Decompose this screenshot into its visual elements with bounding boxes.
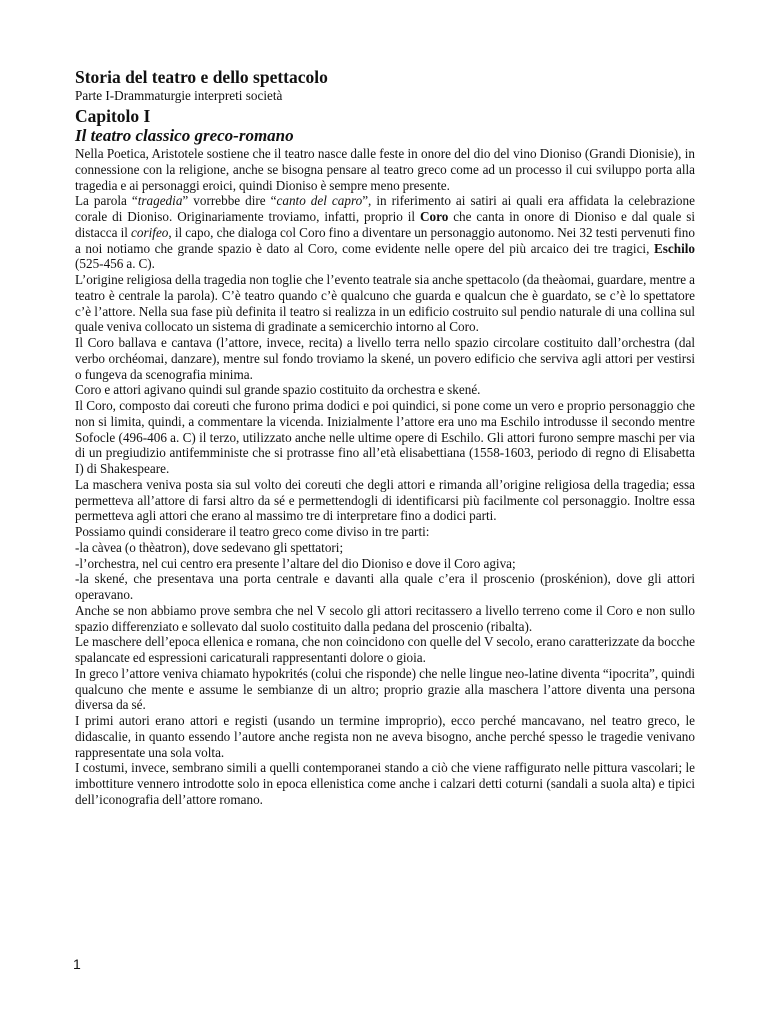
italic-term: tragedia [137,193,183,209]
paragraph [75,335,695,382]
text-run: -l’orchestra, nel cui centro era presente l’altare del dio Dioniso e dove il Coro agiva; [75,555,516,571]
text-run: , il capo, che dialoga col Coro fino a diventare un personaggio autonomo. Nei 32 testi pervenuti fino a noi notiamo che grande spazio è dato al Coro, come evidente nelle opere del più arcaico dei tre tragici, [75,224,695,256]
text-run: che canta in onore di Dioniso e dal quale si distacca il [75,209,695,240]
text-run: L’origine religiosa della tragedia non toglie che l’evento teatrale sia anche spettacolo (da theàomai, guardare, mentre a teatro è centrale la parola). C’è teatro quando c’è qualcuno che guarda e qualcun che è guardato, se c’è lo spettatore c’è l’attore. Nella sua fase più definita il teatro si realizza in un edificio costruito sul pendio naturale di una collina sul quale veniva collocato un sistema di gradinate a semicerchio intorno al Coro. [75,272,695,335]
paragraph [75,634,695,666]
text-run: Le maschere dell’epoca ellenica e romana, che non coincidono con quelle del V secolo, erano caratterizzate da bocche spalancate ed espressioni caricaturali rappresentanti dolore o gioia. [75,634,695,665]
italic-term: corifeo [131,224,169,240]
text-run: In greco l’attore veniva chiamato hypokrités (colui che risponde) che nelle lingue neo-latine diventa “ipocrita”, quindi qualcuno che mente e assume le sembianze di un altro; proprio grazie alla maschera l’attore diventa una persona diversa da sé. [75,665,695,713]
paragraph [75,477,695,524]
paragraph [75,146,695,193]
document-subtitle: Parte I-Drammaturgie interpreti società [75,88,283,103]
paragraph [75,524,695,540]
paragraph [75,193,695,272]
text-run: -la skené, che presentava una porta centrale e davanti alla quale c’era il proscenio (proskénion), dove gli attori operavano. [75,571,695,602]
paragraph [75,382,695,398]
paragraph [75,760,695,807]
text-run: Il Coro ballava e cantava (l’attore, invece, recita) a livello terra nello spazio circolare costituito dall’orchestra (dal verbo orchéomai, danzare), mentre sul fondo troviamo la skené, un povero edificio che serviva agli attori per vestirsi o fungeva da scenografia minima. [75,335,695,382]
bold-term: Eschilo [653,240,695,256]
text-run: -la càvea (o thèatron), dove sedevano gli spettatori; [75,539,344,555]
paragraph [75,713,695,760]
text-run: La maschera veniva posta sia sul volto dei coreuti che degli attori e rimanda all’origine religiosa della tragedia; essa permetteva all’attore di farsi altro da sé e permettendogli di identificarsi più facilmente col personaggio. Inoltre essa permetteva agli attori che erano al massimo tre di interpretare fino a dodici parti. [75,476,695,524]
paragraph [75,571,695,603]
text-run: ”, in riferimento ai satiri ai quali era affidata la celebrazione corale di Dioniso. Originariamente troviamo, infatti, proprio il [75,193,695,224]
paragraph [75,398,695,477]
bold-term: Coro [419,209,449,224]
paragraph [75,666,695,713]
text-run: (525-456 a. C). [75,256,155,272]
text-run: Possiamo quindi considerare il teatro greco come diviso in tre parti: [75,524,430,539]
text-run: Anche se non abbiamo prove sembra che nel V secolo gli attori recitassero a livello terreno come il Coro e non sullo spazio differenziato e sollevato dal suolo costituito dalla pedana del proscenio (ribalta). [75,602,695,634]
text-run: La parola “ [75,193,138,209]
section-heading: Il teatro classico greco-romano [75,126,294,145]
text-run: Coro e attori agivano quindi sul grande spazio costituito da orchestra e skené. [75,382,481,398]
text-run: Nella Poetica, Aristotele sostiene che il teatro nasce dalle feste in onore del dio del vino Dioniso (Grandi Dionisie), in connessione con la religione, anche se bisogna pensare al teatro greco come ad un processo il cui sviluppo porta alla tragedia e ai personaggi eroici, quindi Dioniso è sempre meno presente. [75,146,695,193]
chapter-heading: Capitolo I [75,106,151,126]
text-run: Il Coro, composto dai coreuti che furono prima dodici e poi quindici, si pone come un vero e proprio personaggio che non si limita, quindi, a commentare la vicenda. Inizialmente l’attore era uno ma Eschilo introdusse il secondo mentre Sofocle (496-406 a. C) il terzo, utilizzato anche nelle ultime opere di Eschilo. Gli attori furono sempre maschi per via di un pregiudizio antifemministe che si protrasse fino all’età elisabettiana (1558-1603, periodo di regno di Elisabetta I) di Shakespeare. [75,398,695,476]
paragraph [75,272,695,335]
text-run: ” vorrebbe dire “ [182,193,277,209]
document-title: Storia del teatro e dello spettacolo [75,67,328,87]
paragraph [75,603,695,635]
paragraph [75,556,695,572]
italic-term: canto del capro [276,193,363,209]
text-run: I costumi, invece, sembrano simili a quelli contemporanei stando a ciò che viene raffigurato nelle pittura vascolari; le imbottiture vennero introdotte solo in epoca ellenistica come anche i calzari detti coturni (sandali a suola alta) e tipici dell’iconografia dell’attore romano. [75,760,695,807]
document-body [75,146,695,808]
document-page [75,66,695,808]
page-number: 1 [73,956,81,972]
text-run: I primi autori erano attori e registi (usando un termine improprio), ecco perché mancavano, nel teatro greco, le didascalie, in quanto essendo l’autore anche regista non ne aveva bisogno, anche perché spesso le tragedie venivano rappresentate una sola volta. [75,713,695,760]
paragraph [75,540,695,556]
